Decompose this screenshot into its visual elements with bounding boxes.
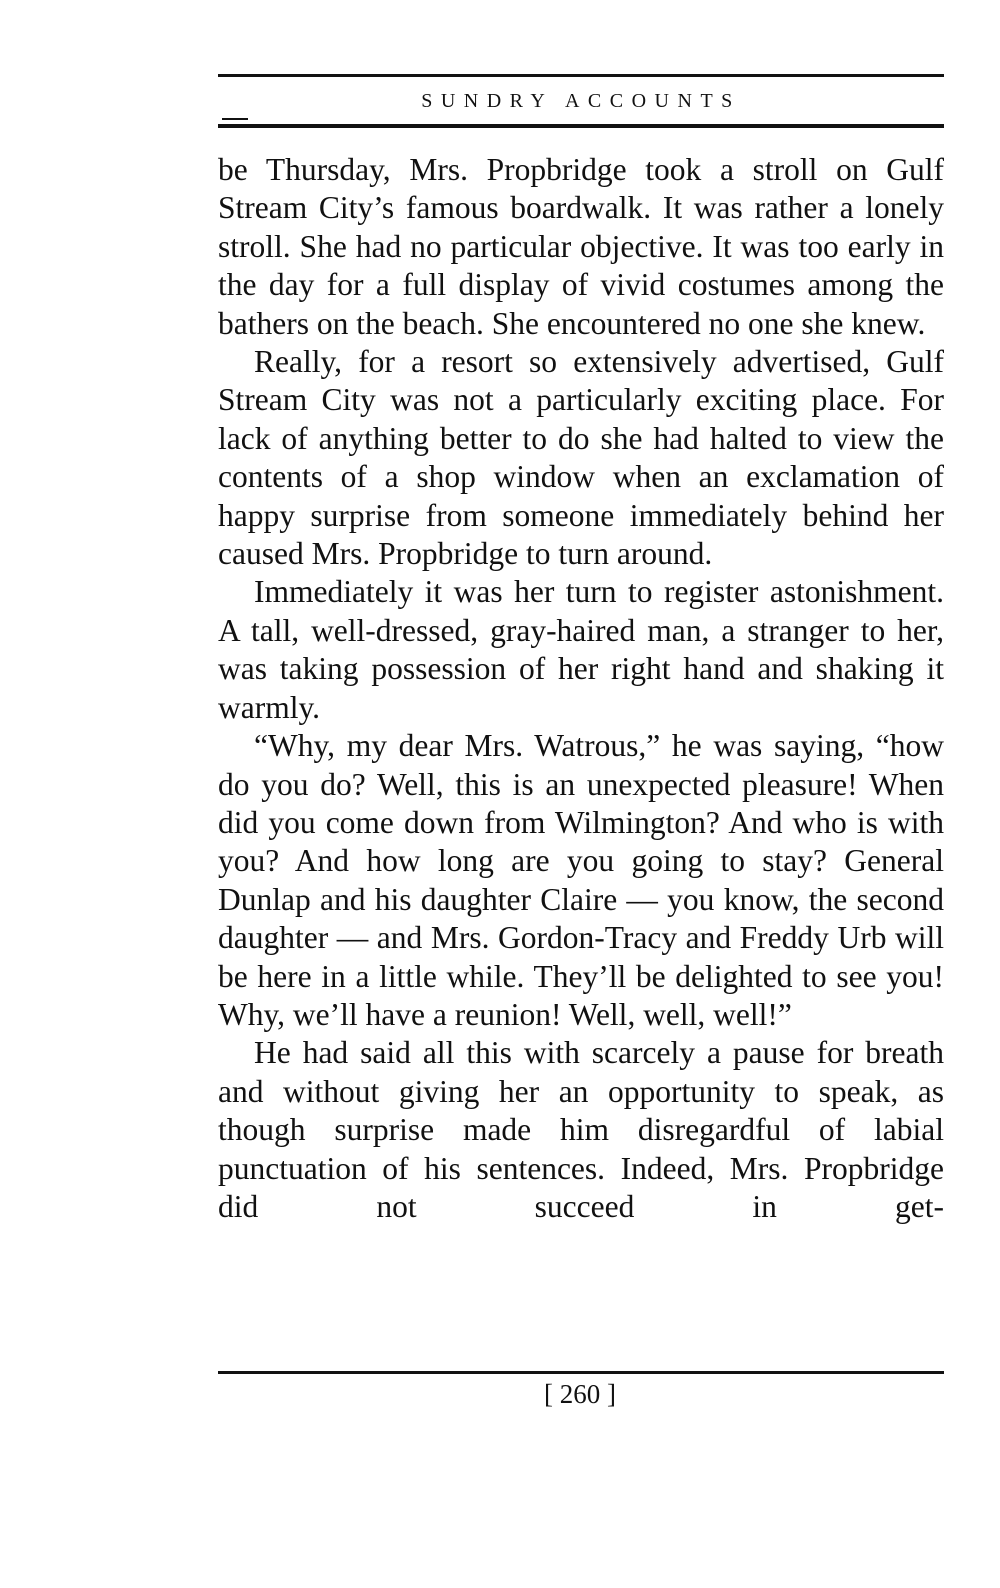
- paragraph: Immediately it was her turn to register astonishment. A tall, well-dressed, gray-haired man, a stranger to her, was taking possession of her right hand and shaking it warmly.: [218, 574, 944, 725]
- head-rule: [218, 124, 944, 128]
- paragraph: “Why, my dear Mrs. Watrous,” he was saying, “how do you do? Well, this is an unexpected pleasure! When did you come down from Wilmington? And who is with you? And how long are you going to stay? General Dunlap and his daughter Claire — you know, the second daughter — and Mrs. Gordon-Tracy and Freddy Urb will be here in a little while. They’ll be delighted to see you! Why, we’ll have a reunion! Well, well, well!”: [218, 728, 944, 1032]
- paragraph: He had said all this with scarcely a pause for breath and without giving her an opportunity to speak, as though surprise made him disregardful of labial punctuation of his sentences. Indeed, Mrs. Propbridge did not succeed in get-: [218, 1035, 944, 1224]
- page-number: [ 260 ]: [544, 1379, 616, 1409]
- top-rule: [218, 74, 944, 77]
- body-text: [218, 151, 944, 1226]
- foot-rule: [218, 1371, 944, 1374]
- paragraph: Really, for a resort so extensively advertised, Gulf Stream City was not a particularly exciting place. For lack of anything better to do she had halted to view the contents of a shop window when an exclamation of happy surprise from someone immediately behind her caused Mrs. Propbridge to turn around.: [218, 344, 944, 572]
- running-head: SUNDRY ACCOUNTS: [421, 90, 741, 112]
- paragraph: be Thursday, Mrs. Propbridge took a stroll on Gulf Stream City’s famous boardwalk. It was rather a lonely stroll. She had no particular objective. It was too early in the day for a full display of vivid costumes among the bathers on the beach. She encountered no one she knew.: [218, 152, 944, 341]
- head-mark: [222, 118, 248, 120]
